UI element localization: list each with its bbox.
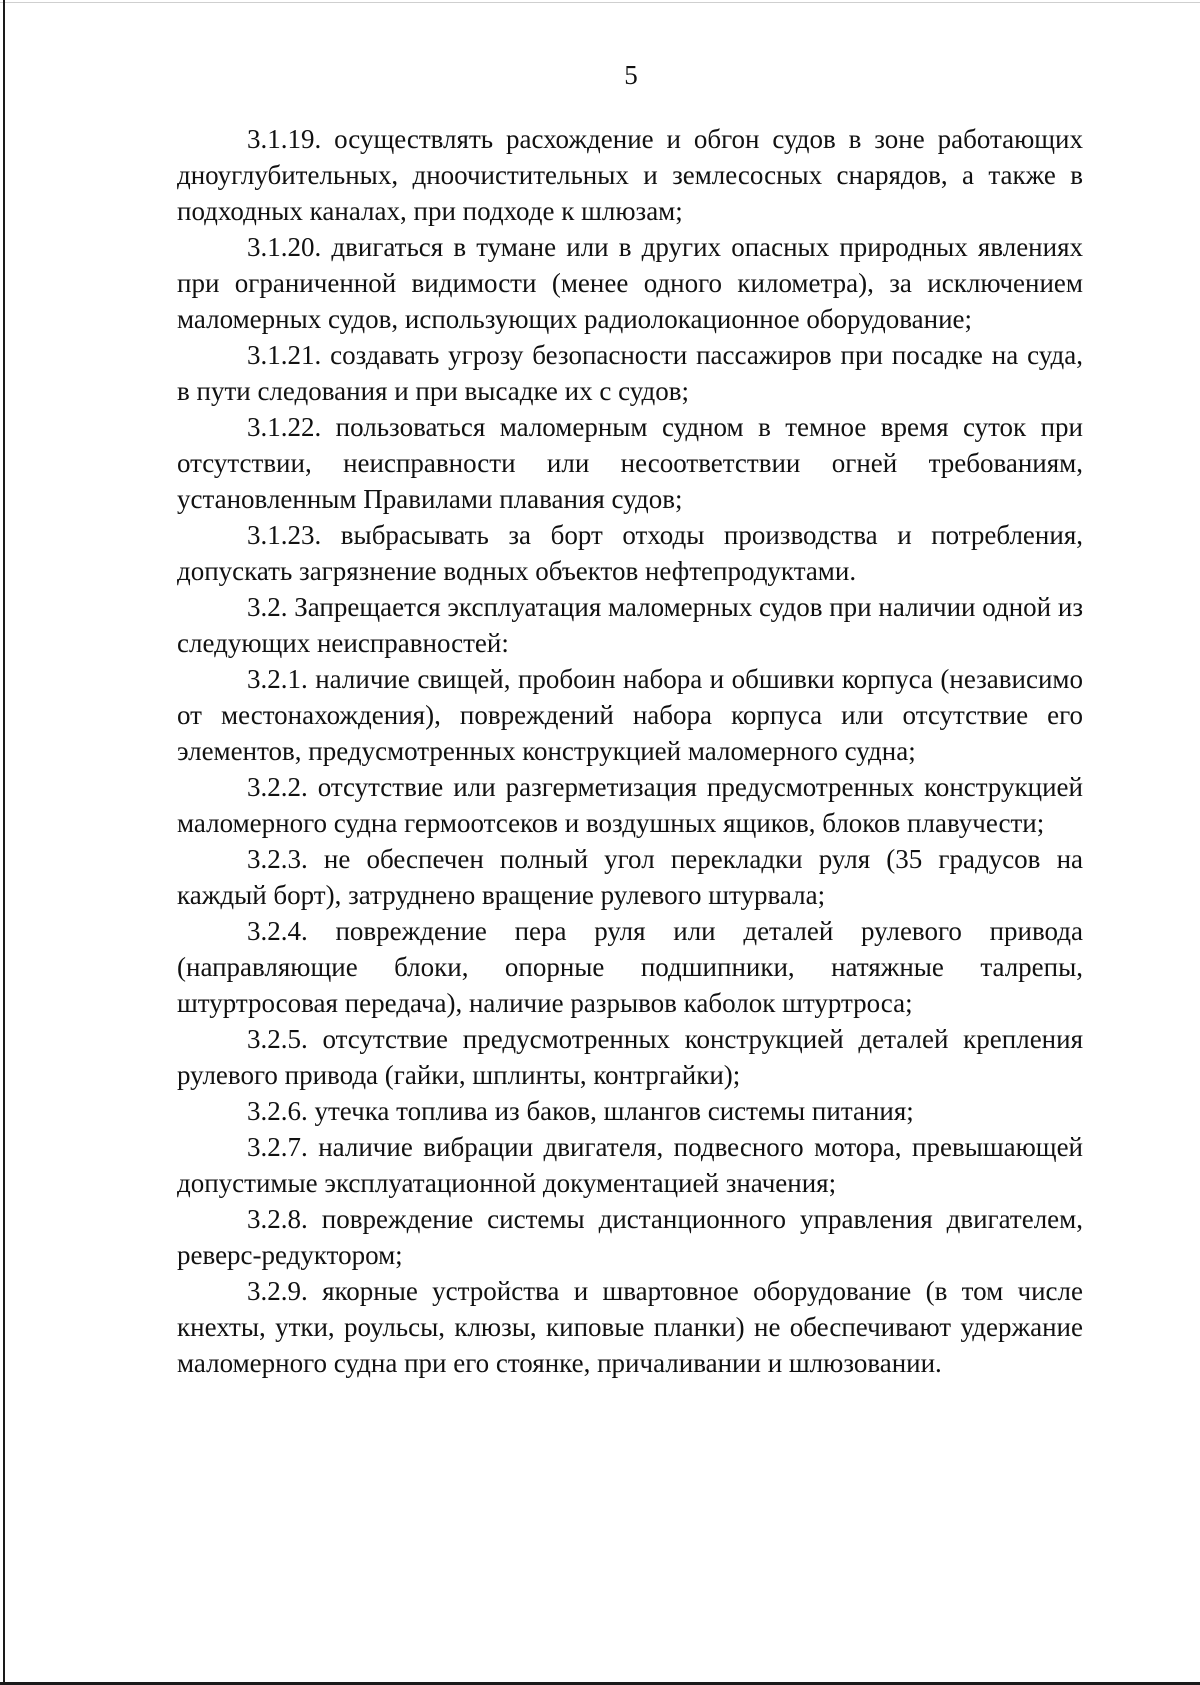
document-body — [177, 121, 1083, 1381]
paragraph-3-2-9: 3.2.9. якорные устройства и швартовное оборудование (в том числе кнехты, утки, роульсы, клюзы, киповые планки) не обеспечивают удержание маломерного судна при его стоянке, причаливании и шлюзовании. — [177, 1276, 1083, 1378]
paragraph-3-2-6: 3.2.6. утечка топлива из баков, шлангов системы питания; — [247, 1096, 914, 1126]
scan-edge-left — [3, 0, 5, 1685]
paragraph-3-1-21: 3.1.21. создавать угрозу безопасности пассажиров при посадке на суда, в пути следования и при высадке их с судов; — [177, 340, 1083, 406]
paragraph-3-1-23: 3.1.23. выбрасывать за борт отходы производства и потребления, допускать загрязнение водных объектов нефтепродуктами. — [177, 520, 1083, 586]
paragraph-3-2: 3.2. Запрещается эксплуатация маломерных судов при наличии одной из следующих неисправностей: — [177, 592, 1083, 658]
page-number: 5 — [624, 60, 638, 90]
scan-edge-top — [0, 2, 1200, 3]
paragraph-3-2-8: 3.2.8. повреждение системы дистанционного управления двигателем, реверс-редуктором; — [177, 1204, 1083, 1270]
paragraph-3-1-19: 3.1.19. осуществлять расхождение и обгон судов в зоне работающих дноуглубительных, дноочистительных и землесосных снарядов, а также в подходных каналах, при подходе к шлюзам; — [177, 124, 1083, 226]
paragraph-3-2-5: 3.2.5. отсутствие предусмотренных конструкцией деталей крепления рулевого привода (гайки, шплинты, контргайки); — [177, 1024, 1083, 1090]
paragraph-3-2-3: 3.2.3. не обеспечен полный угол перекладки руля (35 градусов на каждый борт), затруднено вращение рулевого штурвала; — [177, 844, 1083, 910]
paragraph-3-2-4: 3.2.4. повреждение пера руля или деталей рулевого привода (направляющие блоки, опорные подшипники, натяжные талрепы, штуртросовая передача), наличие разрывов каболок штуртроса; — [177, 916, 1083, 1018]
paragraph-3-1-20: 3.1.20. двигаться в тумане или в других опасных природных явлениях при ограниченной видимости (менее одного километра), за исключением маломерных судов, использующих радиолокационное оборудование; — [177, 232, 1083, 334]
paragraph-3-2-1: 3.2.1. наличие свищей, пробоин набора и обшивки корпуса (независимо от местонахождения), повреждений набора корпуса или отсутствие его элементов, предусмотренных конструкцией маломерного судна; — [177, 664, 1083, 766]
paragraph-3-2-7: 3.2.7. наличие вибрации двигателя, подвесного мотора, превышающей допустимые эксплуатационной документацией значения; — [177, 1132, 1083, 1198]
paragraph-3-2-2: 3.2.2. отсутствие или разгерметизация предусмотренных конструкцией маломерного судна гермоотсеков и воздушных ящиков, блоков плавучести; — [177, 772, 1083, 838]
paragraph-3-1-22: 3.1.22. пользоваться маломерным судном в темное время суток при отсутствии, неисправности или несоответствии огней требованиям, установленным Правилами плавания судов; — [177, 412, 1083, 514]
